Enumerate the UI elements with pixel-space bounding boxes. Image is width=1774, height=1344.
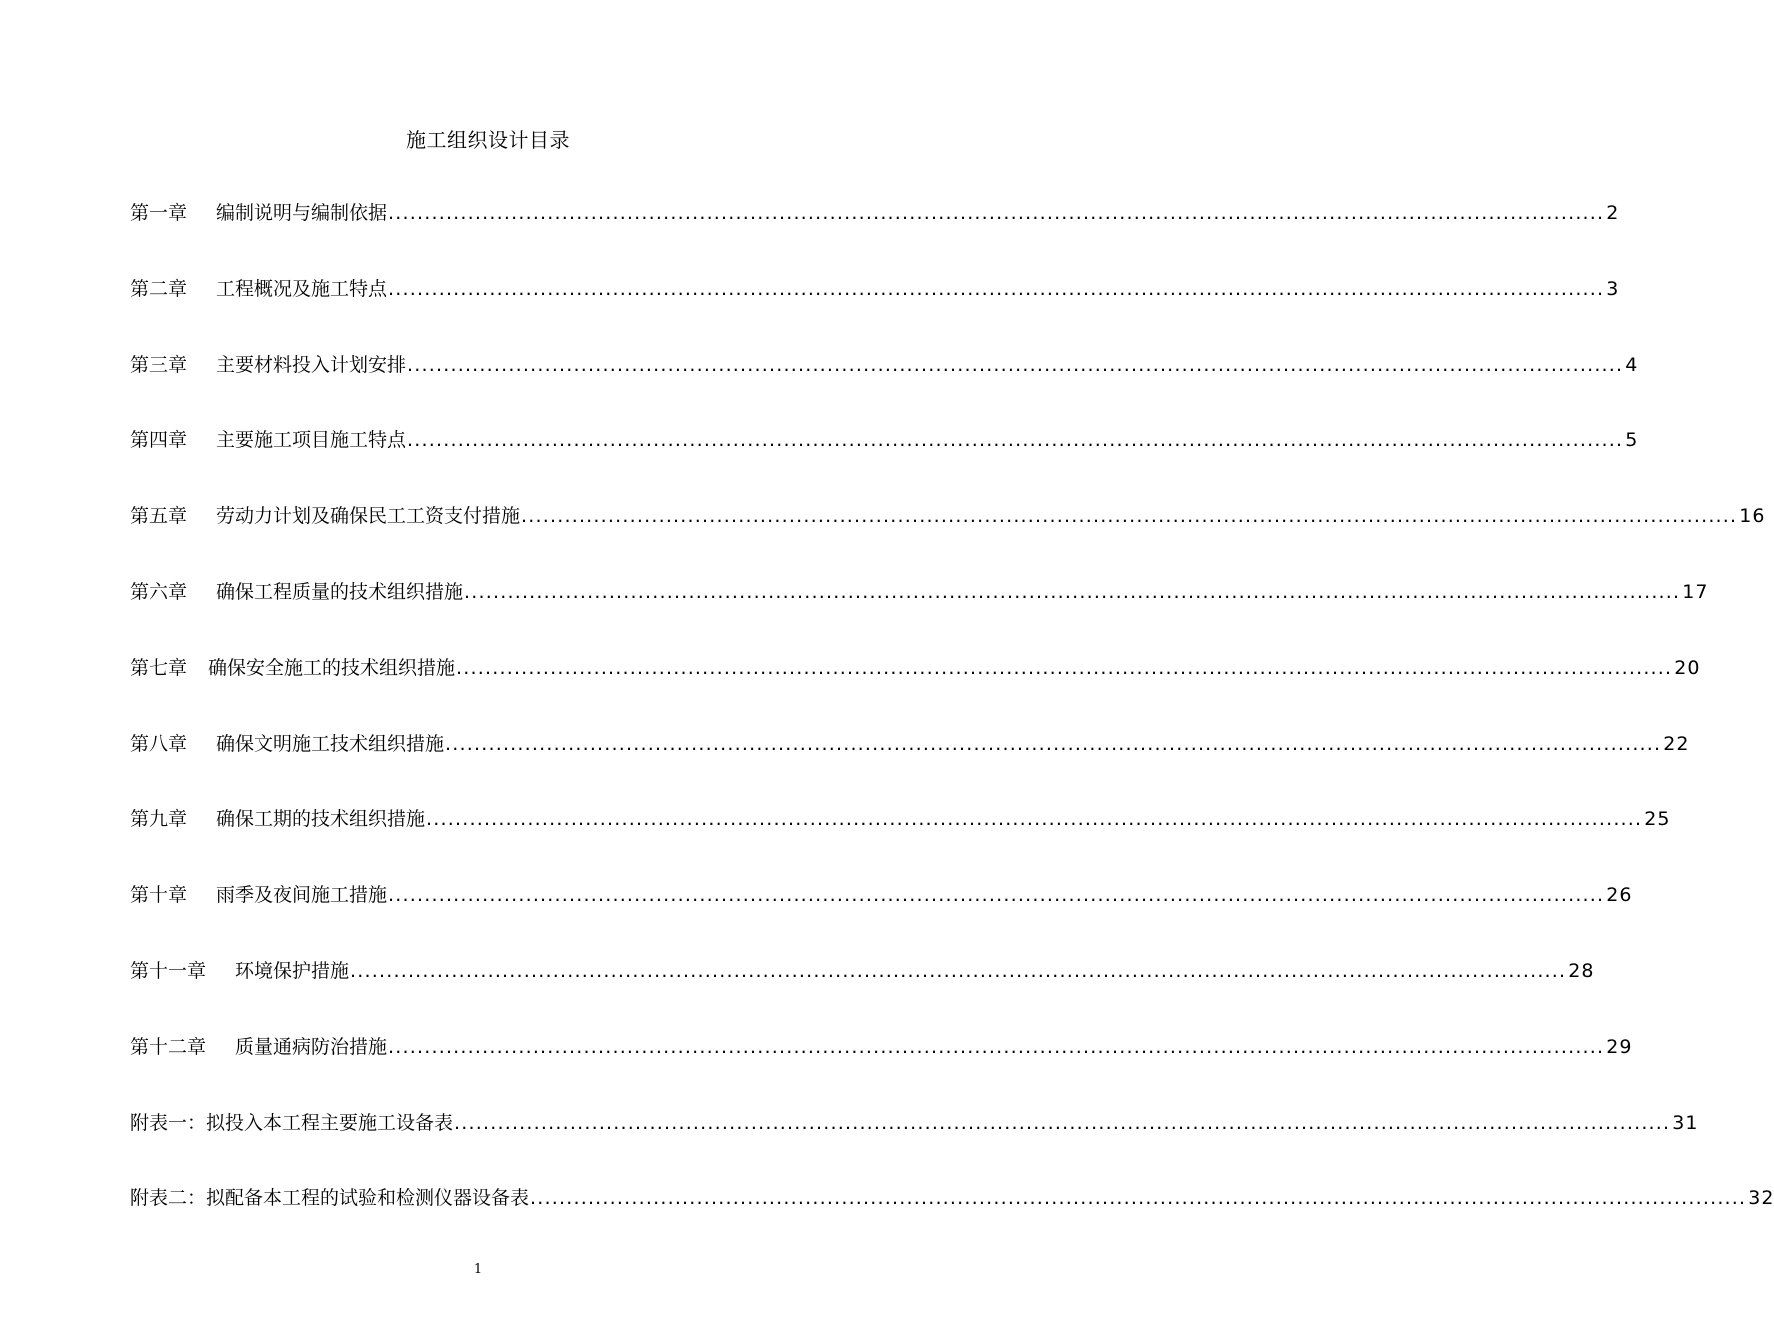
- toc-page-number: 22: [1663, 732, 1690, 755]
- toc-entry-title: 拟投入本工程主要施工设备表: [206, 1111, 454, 1134]
- toc-page-number: 32: [1748, 1187, 1774, 1210]
- toc-entry-title: 主要施工项目施工特点: [216, 429, 407, 452]
- toc-entry-title: 雨季及夜间施工措施: [216, 884, 388, 907]
- toc-page-number: 26: [1606, 884, 1633, 907]
- toc-chapter-label: 第十二章: [130, 1035, 207, 1058]
- toc-entry-title: 确保安全施工的技术组织措施: [208, 656, 456, 679]
- document-title: 施工组织设计目录: [406, 128, 570, 152]
- toc-entry-title: 劳动力计划及确保民工工资支付措施: [216, 505, 521, 528]
- toc-page-number: 20: [1674, 656, 1701, 679]
- toc-leader-dots: ........................................................................................................................................................................: [388, 277, 1605, 300]
- toc-page-number: 3: [1606, 277, 1620, 300]
- toc-leader-dots: ........................................................................................................................................................................: [530, 1187, 1747, 1210]
- toc-leader-dots: ........................................................................................................................................................................: [388, 884, 1605, 907]
- toc-leader-dots: ........................................................................................................................................................................: [407, 353, 1624, 376]
- table-of-contents: [130, 195, 1774, 1256]
- toc-page-number: 2: [1606, 202, 1620, 224]
- toc-chapter-label: 第七章: [130, 656, 188, 679]
- toc-entry[interactable]: [130, 1029, 1633, 1105]
- toc-entry[interactable]: [130, 347, 1639, 423]
- toc-entry[interactable]: [130, 1180, 1774, 1256]
- toc-chapter-label: 第九章: [130, 808, 188, 831]
- toc-page-number: 28: [1568, 959, 1595, 982]
- toc-entry-title: 质量通病防治措施: [235, 1035, 388, 1058]
- toc-entry-title: 编制说明与编制依据: [216, 202, 388, 224]
- toc-chapter-label: 第八章: [130, 732, 188, 755]
- toc-leader-dots: ........................................................................................................................................................................: [388, 202, 1605, 224]
- toc-entry[interactable]: [130, 195, 1620, 271]
- toc-entry[interactable]: [130, 498, 1766, 574]
- toc-page-number: 4: [1625, 353, 1639, 376]
- toc-entry[interactable]: [130, 650, 1701, 726]
- toc-entry-title: 确保工程质量的技术组织措施: [216, 580, 464, 603]
- toc-page-number: 25: [1644, 808, 1671, 831]
- toc-chapter-label: 第十章: [130, 884, 188, 907]
- toc-entry[interactable]: [130, 574, 1709, 650]
- toc-entry-title: 环境保护措施: [235, 959, 350, 982]
- toc-chapter-label: 第二章: [130, 277, 188, 300]
- toc-entry-title: 确保工期的技术组织措施: [216, 808, 426, 831]
- toc-chapter-label: 第五章: [130, 505, 188, 528]
- toc-chapter-label: 附表二：: [130, 1187, 207, 1210]
- toc-entry[interactable]: [130, 877, 1633, 953]
- toc-page-number: 31: [1672, 1111, 1699, 1134]
- toc-entry-title: 拟配备本工程的试验和检测仪器设备表: [206, 1187, 530, 1210]
- toc-leader-dots: ........................................................................................................................................................................: [456, 656, 1673, 679]
- toc-chapter-label: 第一章: [130, 202, 188, 224]
- toc-chapter-label: 附表一：: [130, 1111, 207, 1134]
- toc-leader-dots: ........................................................................................................................................................................: [388, 1035, 1605, 1058]
- toc-entry[interactable]: [130, 801, 1671, 877]
- toc-page-number: 29: [1606, 1035, 1633, 1058]
- toc-leader-dots: ........................................................................................................................................................................: [464, 580, 1681, 603]
- toc-entry[interactable]: [130, 271, 1620, 347]
- toc-leader-dots: ........................................................................................................................................................................: [426, 808, 1643, 831]
- toc-page-number: 16: [1739, 505, 1766, 528]
- toc-page-number: 17: [1682, 580, 1709, 603]
- toc-leader-dots: ........................................................................................................................................................................: [350, 959, 1567, 982]
- toc-chapter-label: 第三章: [130, 353, 188, 376]
- toc-leader-dots: ........................................................................................................................................................................: [521, 505, 1738, 528]
- toc-leader-dots: ........................................................................................................................................................................: [454, 1111, 1671, 1134]
- toc-page-number: 5: [1625, 429, 1639, 452]
- toc-entry[interactable]: [130, 422, 1639, 498]
- toc-leader-dots: ........................................................................................................................................................................: [407, 429, 1624, 452]
- toc-chapter-label: 第六章: [130, 580, 188, 603]
- toc-chapter-label: 第四章: [130, 429, 188, 452]
- toc-leader-dots: ........................................................................................................................................................................: [445, 732, 1662, 755]
- toc-entry[interactable]: [130, 953, 1595, 1029]
- toc-entry[interactable]: [130, 1105, 1699, 1181]
- toc-chapter-label: 第十一章: [130, 959, 207, 982]
- toc-entry-title: 主要材料投入计划安排: [216, 353, 407, 376]
- footer-page-number: 1: [473, 1262, 483, 1277]
- toc-entry-title: 工程概况及施工特点: [216, 277, 388, 300]
- toc-entry[interactable]: [130, 726, 1690, 802]
- toc-entry-title: 确保文明施工技术组织措施: [216, 732, 445, 755]
